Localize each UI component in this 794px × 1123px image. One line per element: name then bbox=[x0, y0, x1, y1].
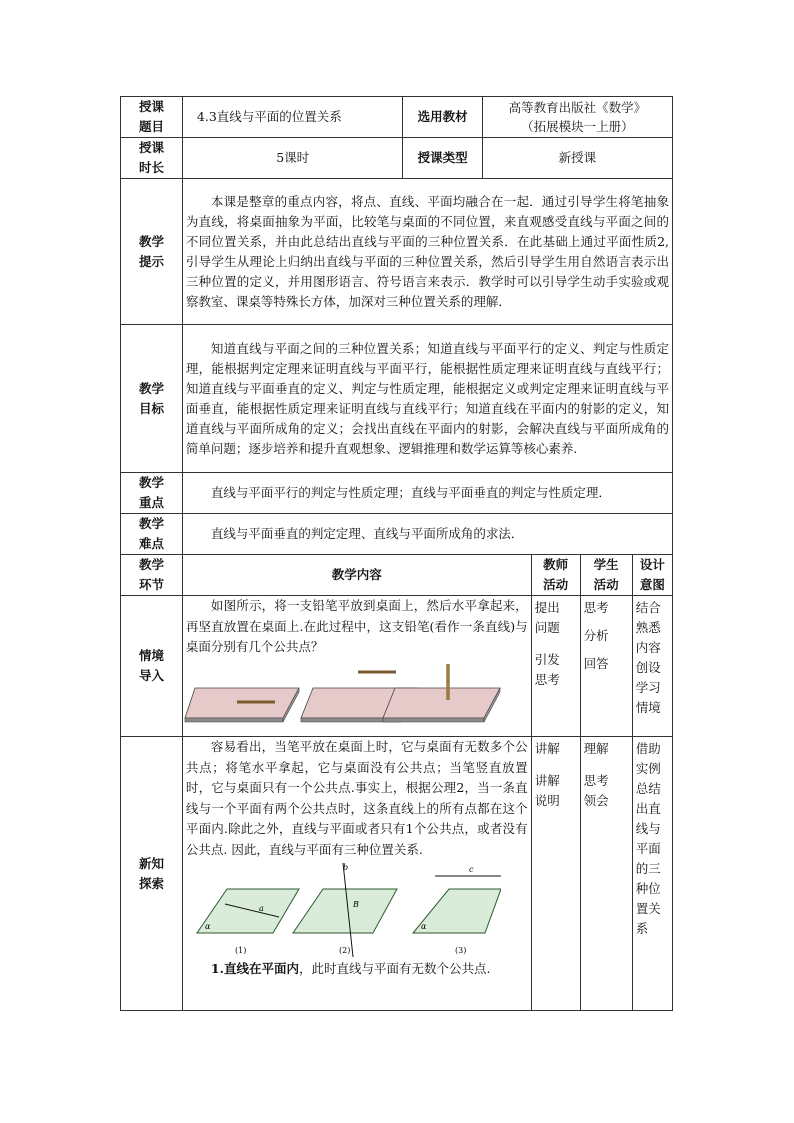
key-points-row bbox=[121, 473, 673, 514]
topic-row bbox=[121, 97, 673, 138]
label-a: a bbox=[258, 903, 264, 913]
label-c: c bbox=[468, 864, 474, 874]
line-plane-figure bbox=[183, 861, 531, 959]
col-teacher-header: 教师 活动 bbox=[531, 555, 580, 596]
lesson-plan-table bbox=[120, 96, 673, 1011]
intro-stage-label: 情境 导入 bbox=[121, 596, 183, 737]
pencil-desk-diagram bbox=[183, 660, 501, 726]
textbook-value: 高等教育出版社《数学》 （拓展模块一上册） bbox=[482, 97, 672, 138]
explore-text: 容易看出，当笔平放在桌面上时，它与桌面有无数多个公共点；将笔水平拿起，它与桌面没有公共点；当笔竖直放置时，它与桌面只有一个公共点.事实上，根据公理2，当一条直线与一个平面有两个公共点时，这条直线上的所有点都在这个平面内.除此之外，直线与平面或者只有1个公共点，或者没有公共点. 因此，直线与平面有三种位置关系. bbox=[185, 739, 528, 857]
explore-conclusion: 1.直线在平面内，此时直线与平面有无数个公共点. bbox=[210, 960, 491, 976]
column-header-row bbox=[121, 555, 673, 596]
type-label: 授课类型 bbox=[403, 138, 482, 179]
explore-content bbox=[182, 737, 531, 1011]
explore-student-activity: 理解 思考 领会 bbox=[580, 737, 632, 1011]
explore-row bbox=[121, 737, 673, 1011]
type-value: 新授课 bbox=[482, 138, 672, 179]
tips-label: 教学 提示 bbox=[121, 179, 183, 325]
label-alpha-3: α bbox=[420, 921, 427, 931]
col-content-header: 教学内容 bbox=[182, 555, 531, 596]
intro-text: 如图所示，将一支铅笔平放到桌面上，然后水平拿起来，再坚直放置在桌面上.在此过程中，这支铅笔(看作一条直线)与桌面分别有几个公共点？ bbox=[185, 598, 528, 655]
pencil-figure bbox=[183, 660, 531, 726]
hours-row bbox=[121, 138, 673, 179]
col-student-header: 学生 活动 bbox=[580, 555, 632, 596]
goals-text: 知道直线与平面之间的三种位置关系；知道直线与平面平行的定义、判定与性质定理，能根据判定定理来证明直线与平面平行，能根据性质定理来证明直线与直线平行；知道直线与平面垂直的定义、判定与性质定理，能根据定义或判定定理来证明直线与平面垂直，能根据性质定理来证明直线与直线平行；知道直线在平面内的射影的定义，知道直线与平面所成角的定义；会找出直线在平面内的射影，会解决直线与平面所成角的简单问题；逐步培养和提升直观想象、逻辑推理和数学运算等核心素养. bbox=[182, 325, 672, 473]
difficulties-label: 教学 难点 bbox=[121, 514, 183, 555]
intro-design-intent: 结合 熟悉 内容 创设 学习 情境 bbox=[632, 596, 672, 737]
desk-1-edge bbox=[185, 718, 283, 722]
explore-stage-label: 新知 探索 bbox=[121, 737, 183, 1011]
explore-design-intent: 借助 实例 总结 出直 线与 平面 的三 种位 置关 系 bbox=[632, 737, 672, 1011]
label-B: B bbox=[352, 899, 359, 909]
col-stage-header: 教学 环节 bbox=[121, 555, 183, 596]
goals-label: 教学 目标 bbox=[121, 325, 183, 473]
goals-row bbox=[121, 325, 673, 473]
caption-1: (1) bbox=[234, 945, 247, 955]
tips-row bbox=[121, 179, 673, 325]
caption-2: (2) bbox=[338, 945, 351, 955]
tips-text: 本课是整章的重点内容，将点、直线、平面均融合在一起．通过引导学生将笔抽象为直线，将桌面抽象为平面，比较笔与桌面的不同位置，来直观感受直线与平面之间的不同位置关系，并由此总结出直线与平面的三种位置关系．在此基础上通过平面性质2,引导学生从理论上归纳出直线与平面的三种位置关系，然后引导学生用自然语言表示出三种位置的定义，并用图形语言、符号语言来表示．教学时可以引导学生动手实验或观察教室、课桌等特殊长方体，加深对三种位置关系的理解． bbox=[182, 179, 672, 325]
difficulties-row bbox=[121, 514, 673, 555]
hours-label: 授课 时长 bbox=[121, 138, 183, 179]
textbook-label: 选用教材 bbox=[403, 97, 482, 138]
desk-3 bbox=[383, 688, 500, 718]
plane-1 bbox=[197, 889, 299, 933]
plane-2 bbox=[293, 889, 397, 933]
hours-value: 5课时 bbox=[182, 138, 403, 179]
topic-value: 4.3直线与平面的位置关系 bbox=[182, 97, 403, 138]
topic-label: 授课 题目 bbox=[121, 97, 183, 138]
key-points-label: 教学 重点 bbox=[121, 473, 183, 514]
label-b: b bbox=[342, 862, 349, 872]
caption-3: (3) bbox=[454, 945, 467, 955]
intro-row bbox=[121, 596, 673, 737]
intro-student-activity: 思考 分析 回答 bbox=[580, 596, 632, 737]
explore-teacher-activity: 讲解 讲解 说明 bbox=[531, 737, 580, 1011]
line-plane-diagram bbox=[183, 861, 501, 959]
col-intent-header: 设计 意图 bbox=[632, 555, 672, 596]
label-alpha-1: α bbox=[204, 921, 211, 931]
intro-content bbox=[182, 596, 531, 737]
intro-teacher-activity: 提出 问题 引发 思考 bbox=[531, 596, 580, 737]
difficulties-text: 直线与平面垂直的判定定理、直线与平面所成角的求法． bbox=[182, 514, 672, 555]
desk-3-edge bbox=[383, 718, 484, 722]
key-points-text: 直线与平面平行的判定与性质定理；直线与平面垂直的判定与性质定理． bbox=[182, 473, 672, 514]
